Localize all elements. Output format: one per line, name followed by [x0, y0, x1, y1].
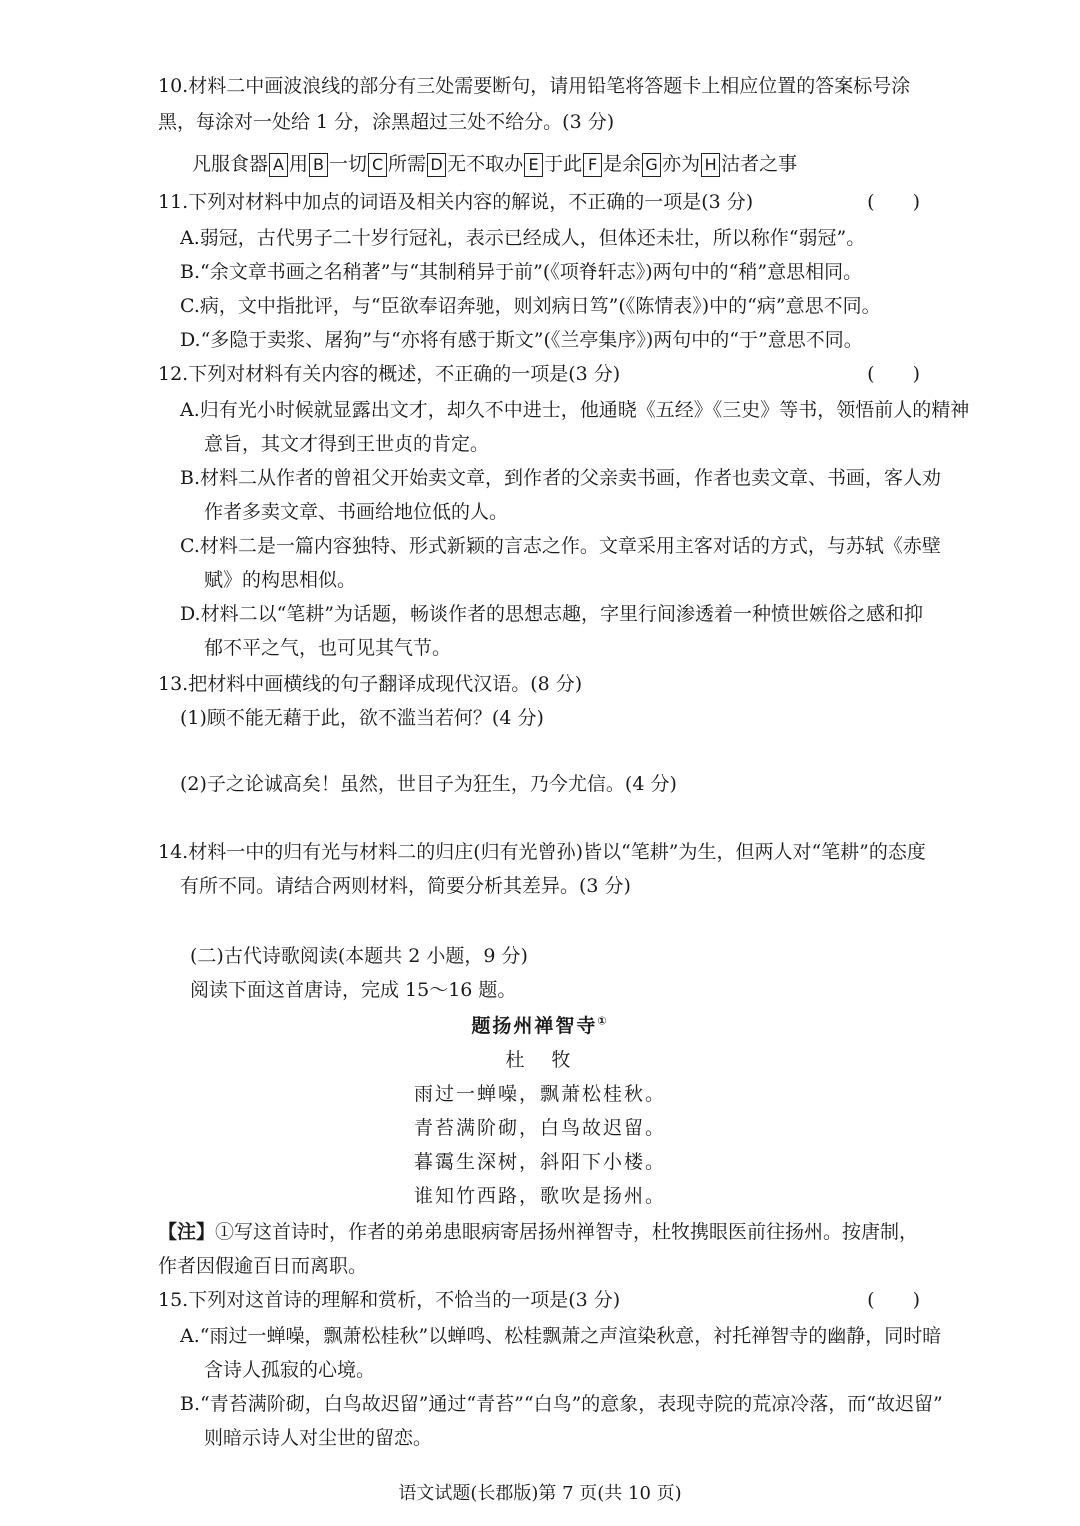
q10-box-d[interactable]: D	[427, 153, 446, 177]
q10-box-f[interactable]: F	[583, 153, 602, 177]
poem-title-text: 题扬州禅智寺	[471, 1015, 598, 1037]
q12-option-b-line1: B.材料二从作者的曾祖父开始卖文章，到作者的父亲卖书画，作者也卖文章、书画，客人劝	[180, 467, 942, 489]
poem-line-1: 雨过一蝉噪，飘萧松桂秋。	[413, 1083, 666, 1105]
q10-segment: 亦为	[662, 153, 701, 175]
q12-option-a-line2: 意旨，其文才得到王世贞的肯定。	[204, 433, 490, 455]
q10-segment: 无不取办	[447, 153, 524, 175]
q12-option-a-line1: A.归有光小时候就显露出文才，却久不中进士，他通晓《五经》《三史》等书，领悟前人的精神	[180, 399, 970, 421]
q10-segment: 用	[289, 153, 309, 175]
q13-sub1: (1)顾不能无藉于此，欲不滥当若何？(4 分)	[180, 707, 544, 729]
q15-option-a-line1: A.“雨过一蝉噪，飘萧松桂秋”以蝉鸣、松桂飘萧之声渲染秋意，衬托禅智寺的幽静，同时暗	[180, 1325, 942, 1347]
poem-line-3: 暮霭生深树，斜阳下小楼。	[413, 1151, 666, 1173]
q10-segment: 沽者之事	[721, 153, 798, 175]
q15-option-a-line2: 含诗人孤寂的心境。	[204, 1359, 376, 1381]
q11-option-c: C.病，文中指批评，与“臣欲奉诏奔驰，则刘病日笃”(《陈情表》)中的“病”意思不同。	[180, 295, 881, 317]
q10-stem-line2: 黑，每涂对一处给 1 分，涂黑超过三处不给分。(3 分)	[158, 111, 615, 133]
q15-option-b-line1: B.“青苔满阶砌，白鸟故迟留”通过“青苔”“白鸟”的意象，表现寺院的荒凉冷落，而“故迟留”	[180, 1393, 943, 1415]
q12-option-d-line2: 郁不平之气，也可见其气节。	[204, 637, 452, 659]
q10-stem-line1: 10.材料二中画波浪线的部分有三处需要断句，请用铅笔将答题卡上相应位置的答案标号涂	[158, 75, 911, 97]
q11-option-d: D.“多隐于卖浆、屠狗”与“亦将有感于斯文”(《兰亭集序》)两句中的“于”意思不同。	[180, 329, 863, 351]
section-intro: 阅读下面这首唐诗，完成 15～16 题。	[190, 979, 517, 1001]
page-footer: 语文试题(长郡版)第 7 页(共 10 页)	[398, 1483, 682, 1504]
q10-segment: 凡服食器	[192, 153, 269, 175]
q10-segment: 是余	[603, 153, 642, 175]
q10-box-e[interactable]: E	[524, 153, 543, 177]
section-heading: (二)古代诗歌阅读(本题共 2 小题，9 分)	[190, 945, 528, 967]
q12-option-b-line2: 作者多卖文章、书画给地位低的人。	[204, 501, 509, 523]
q12-stem: 12.下列对材料有关内容的概述，不正确的一项是(3 分)	[158, 363, 621, 385]
poem-line-4: 谁知竹西路，歌吹是扬州。	[413, 1185, 666, 1207]
note-text: ①写这首诗时，作者的弟弟患眼病寄居扬州禅智寺，杜牧携眼医前往扬州。按唐制，	[215, 1221, 919, 1243]
q12-answer-paren[interactable]: ( )	[867, 363, 920, 385]
q15-option-b-line2: 则暗示诗人对尘世的留恋。	[204, 1427, 433, 1449]
q10-box-h[interactable]: H	[701, 153, 720, 177]
q10-box-c[interactable]: C	[368, 153, 387, 177]
q12-option-c-line2: 赋》的构思相似。	[204, 569, 357, 591]
poem-line-2: 青苔满阶砌，白鸟故迟留。	[413, 1117, 666, 1139]
q13-sub2: (2)子之论诚高矣！虽然，世目子为狂生，乃今尤信。(4 分)	[180, 773, 677, 795]
q10-box-b[interactable]: B	[309, 153, 328, 177]
q10-sentence	[192, 146, 797, 182]
q11-answer-paren[interactable]: ( )	[867, 191, 920, 213]
q11-stem: 11.下列对材料中加点的词语及相关内容的解说，不正确的一项是(3 分)	[158, 191, 754, 213]
q10-segment: 所需	[388, 153, 427, 175]
note-line1	[158, 1214, 918, 1250]
q15-answer-paren[interactable]: ( )	[867, 1289, 920, 1311]
q10-segment: 一切	[329, 153, 368, 175]
q12-option-c-line1: C.材料二是一篇内容独特、形式新颖的言志之作。文章采用主客对话的方式，与苏轼《赤壁	[180, 535, 941, 557]
poem-author: 杜 牧	[505, 1049, 575, 1071]
q10-box-a[interactable]: A	[269, 153, 288, 177]
q14-stem-line1: 14.材料一中的归有光与材料二的归庄(归有光曾孙)皆以“笔耕”为生，但两人对“笔耕”的态度	[158, 841, 926, 863]
poem-note-mark: ①	[597, 1014, 609, 1028]
q10-segment: 于此	[544, 153, 583, 175]
note-line2: 作者因假逾百日而离职。	[158, 1255, 368, 1277]
poem-title	[0, 1008, 1080, 1044]
q15-stem: 15.下列对这首诗的理解和赏析，不恰当的一项是(3 分)	[158, 1289, 621, 1311]
q11-option-a: A.弱冠，古代男子二十岁行冠礼，表示已经成人，但体还未壮，所以称作“弱冠”。	[180, 227, 866, 249]
q13-stem: 13.把材料中画横线的句子翻译成现代汉语。(8 分)	[158, 673, 583, 695]
q10-box-g[interactable]: G	[642, 153, 661, 177]
q12-option-d-line1: D.材料二以“笔耕”为话题，畅谈作者的思想志趣，字里行间渗透着一种愤世嫉俗之感和抑	[180, 603, 924, 625]
q11-option-b: B.“余文章书画之名稍著”与“其制稍异于前”(《项脊轩志》)两句中的“稍”意思相同。	[180, 261, 863, 283]
q14-stem-line2: 有所不同。请结合两则材料，简要分析其差异。(3 分)	[180, 875, 631, 897]
note-label: 【注】	[158, 1221, 216, 1243]
